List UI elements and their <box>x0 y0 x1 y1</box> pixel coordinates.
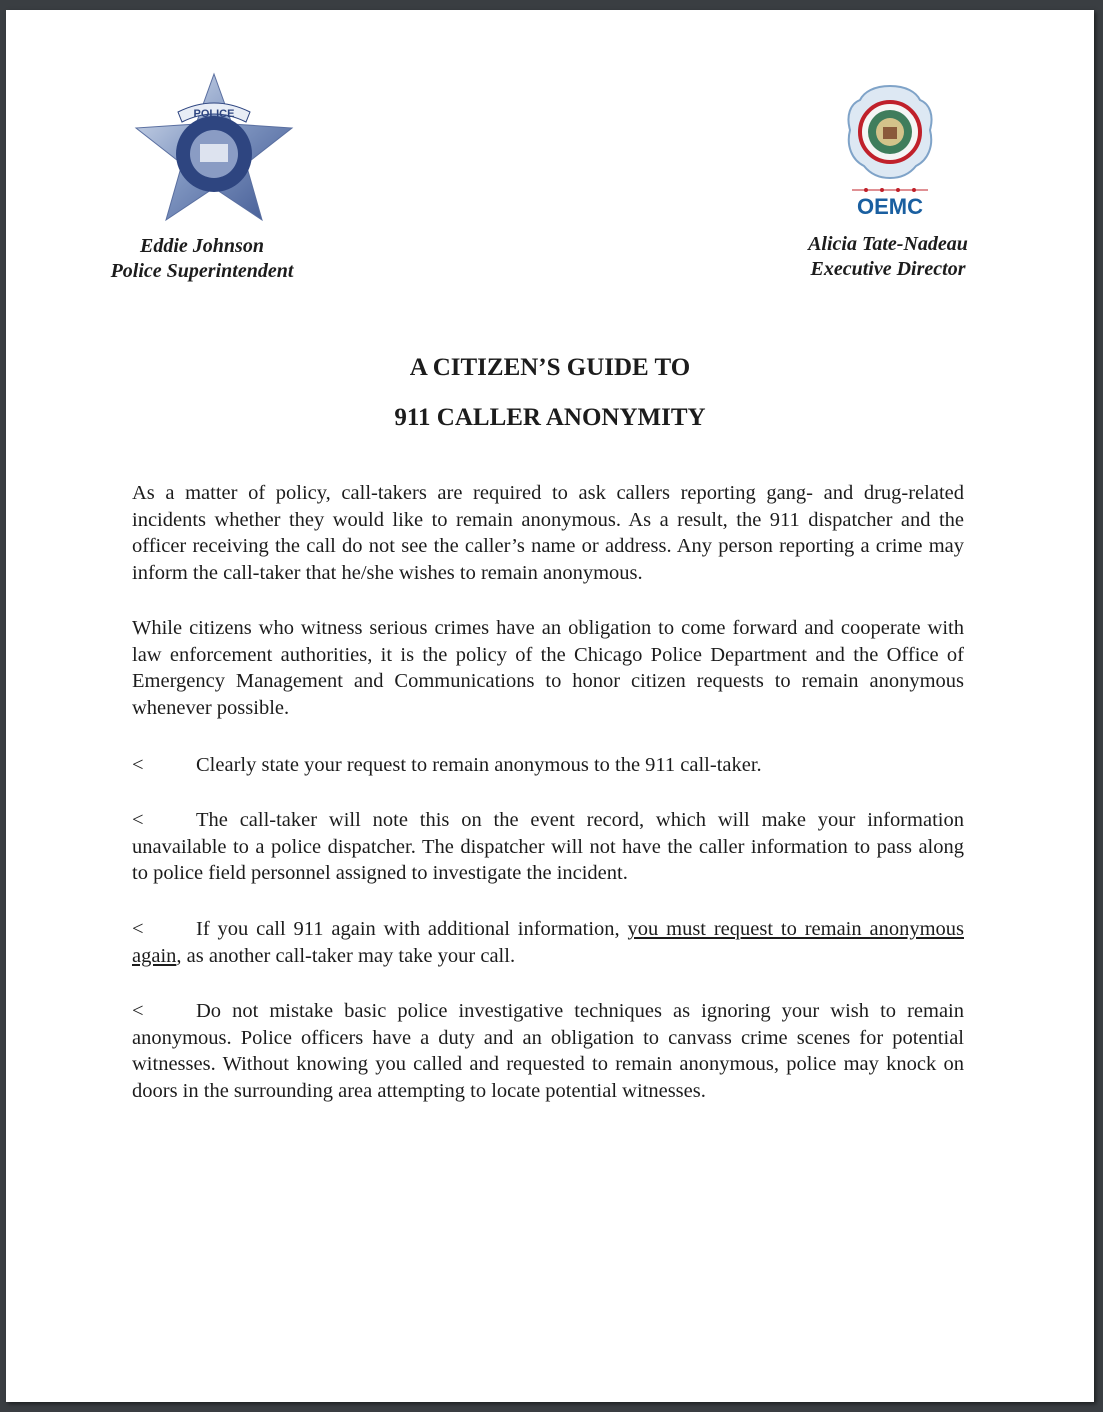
underlined-emphasis: you must request to remain anonymous again <box>132 918 964 967</box>
bullet-marker: < <box>132 754 144 776</box>
bullet-text: Do not mistake basic police investigative techniques as ignoring your wish to remain anonymous. Police officers have a duty and an obligation to canvass crime scenes for potential witnesses. Without knowing you called and requested to remain anonymous, police may knock on doors in the surrounding area attempting to locate potential witnesses. <box>132 1000 964 1102</box>
bullet-text-end: , as another call-taker may take your call. <box>176 944 516 967</box>
document-title-line-2: 911 CALLER ANONYMITY <box>394 404 706 431</box>
bullet-marker: < <box>132 809 144 831</box>
document-title-line-1: A CITIZEN’S GUIDE TO <box>409 354 691 381</box>
bullet-text: If you call 911 again with additional information, <box>196 918 628 940</box>
oemc-seal-icon <box>844 82 936 222</box>
bullet-item <box>132 752 964 779</box>
bullet-item <box>132 807 964 887</box>
bullet-text: The call-taker will note this on the event record, which will make your information unavailable to a police dispatcher. The dispatcher will not have the caller information to pass along to police field personnel assigned to investigate the incident. <box>132 809 964 884</box>
document-page <box>6 10 1094 1402</box>
director-title: Executive Director <box>810 258 966 280</box>
director-signature-block <box>788 232 988 282</box>
bullet-marker: < <box>132 918 144 940</box>
bullet-text: Clearly state your request to remain anonymous to the 911 call-taker. <box>196 754 762 776</box>
police-star-badge-icon <box>134 72 294 222</box>
bullet-item <box>132 916 964 969</box>
superintendent-signature-block <box>96 234 308 284</box>
superintendent-title: Police Superintendent <box>110 260 294 282</box>
bullet-item <box>132 998 964 1104</box>
oemc-wordmark: OEMC <box>857 194 923 219</box>
superintendent-name: Eddie Johnson <box>140 235 264 257</box>
director-name: Alicia Tate-Nadeau <box>808 233 968 255</box>
bullet-marker: < <box>132 1000 144 1022</box>
intro-paragraph: As a matter of policy, call-takers are required to ask callers reporting gang- and drug-related incidents whether they would like to remain anonymous. As a result, the 911 dispatcher and the officer receiving the call do not see the caller’s name or address. Any person reporting a crime may inform the call-taker that he/she wishes to remain anonymous. <box>132 482 964 584</box>
policy-paragraph: While citizens who witness serious crimes have an obligation to come forward and cooperate with law enforcement authorities, it is the policy of the Chicago Police Department and the Office of Emergency Management and Communications to honor citizen requests to remain anonymous whenever possible. <box>132 617 964 719</box>
badge-police-text: POLICE <box>193 108 235 120</box>
